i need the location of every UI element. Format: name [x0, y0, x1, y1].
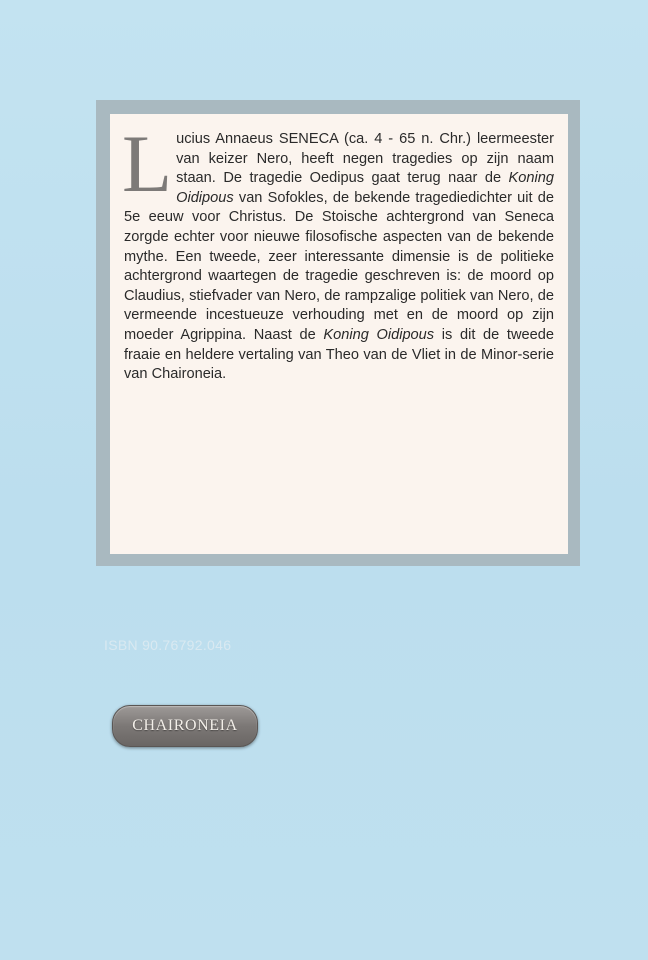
blurb-text-part-1: ucius Annaeus SENECA (ca. 4 - 65 n. Chr.) leermeester van keizer Nero, heeft negen tragedies op zijn naam staan. De tragedie Oedipus gaat terug naar de	[176, 131, 554, 187]
publisher-name: CHAIRONEIA	[132, 717, 238, 734]
blurb-paragraph	[122, 118, 554, 383]
blurb-frame	[96, 100, 580, 566]
blurb-title-italic-2: Koning Oidipous	[323, 326, 435, 343]
blurb-text-box	[110, 114, 568, 554]
publisher-logo	[112, 705, 258, 747]
blurb-text-part-2: van Sofokles, de bekende tragediedichter uit de 5e eeuw voor Christus. De Stoische achtergrond van Seneca zorgde echter voor nieuwe filosofische aspecten van de bekende mythe. Een tweede, zeer interessante dimensie is de politieke achtergrond waartegen de tragedie geschreven is: de moord op Claudius, stiefvader van Nero, de rampzalige politiek van Nero, de vermeende incestueuze verhouding met en de moord op zijn moeder Agrippina. Naast de	[124, 189, 554, 343]
blurb-text-part-3: is dit de tweede fraaie en heldere vertaling van Theo van de Vliet in de Minor-serie van Chaironeia.	[124, 326, 554, 383]
blurb-title-italic-1: Koning Oidipous	[176, 170, 554, 206]
drop-cap-letter: L	[122, 118, 173, 209]
isbn-number: ISBN 90.76792.046	[104, 637, 232, 653]
